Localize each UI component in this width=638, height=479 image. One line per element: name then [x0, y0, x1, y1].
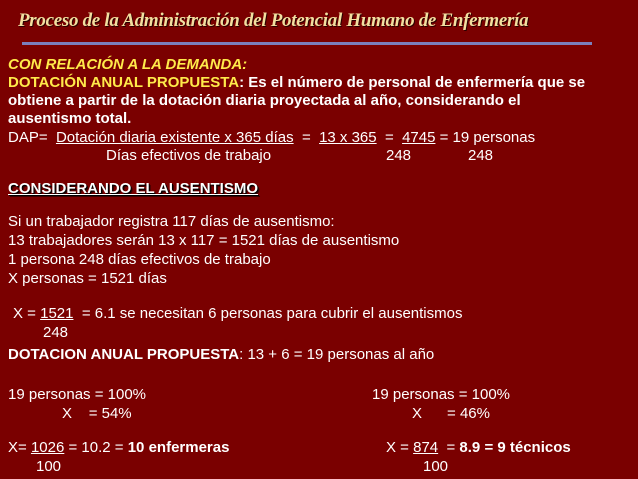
left-result-prefix: X= — [8, 439, 27, 456]
ausentismo-line-2: 13 trabajadores serán 13 x 117 = 1521 días de ausentismo — [8, 232, 400, 249]
right-calc-percent: = 46% — [447, 405, 490, 422]
dap-prefix: DAP= — [8, 129, 48, 146]
dap-numerator: Dotación diaria existente x 365 días — [55, 129, 294, 146]
dap-numerator-2: 13 x 365 — [319, 129, 377, 146]
ausentismo-calc-row — [13, 305, 462, 323]
right-calc-x: X — [412, 405, 423, 422]
ausentismo-heading: CONSIDERANDO EL AUSENTISMO — [8, 180, 259, 197]
left-result-bold: 10 enfermeras — [127, 439, 230, 456]
ausentismo-calc-denominator: 248 — [43, 324, 69, 341]
ausentismo-line-3: 1 persona 248 días efectivos de trabajo — [8, 251, 271, 268]
ausentismo-calc-rest: = 6.1 se necesitan 6 personas para cubrir el ausentismos — [81, 305, 463, 322]
definition-line-3: ausentismo total. — [8, 110, 132, 127]
left-result-numerator: 1026 — [30, 439, 65, 456]
title-underline-rule — [22, 42, 592, 45]
demanda-heading: CON RELACIÓN A LA DEMANDA: — [8, 56, 248, 73]
right-calc-line-2 — [412, 405, 490, 423]
left-calc-result — [8, 439, 229, 457]
left-calc-percent: = 54% — [88, 405, 132, 422]
ausentismo-line-4: X personas = 1521 días — [8, 270, 167, 287]
right-result-bold: 8.9 = 9 técnicos — [459, 439, 571, 456]
right-result-denominator: 100 — [423, 458, 449, 475]
dotacion-label: DOTACIÓN ANUAL PROPUESTA — [8, 74, 240, 91]
dap-formula-numerator-row — [8, 129, 535, 147]
right-calc-result — [386, 439, 571, 457]
left-result-mid: = 10.2 = — [68, 439, 124, 456]
slide-title: Proceso de la Administración del Potencial Humano de Enfermería — [18, 10, 529, 31]
right-result-numerator: 874 — [413, 439, 439, 456]
left-calc-line-1: 19 personas = 100% — [8, 386, 147, 403]
left-calc-x: X — [62, 405, 73, 422]
dap-equals-1: = — [301, 129, 311, 146]
ausentismo-line-1: Si un trabajador registra 117 días de ausentismo: — [8, 213, 335, 230]
definition-line-2: obtiene a partir de la dotación diaria proyectada al año, considerando el — [8, 92, 521, 109]
dap-denominator-3: 248 — [468, 147, 494, 164]
dotacion-summary — [8, 346, 434, 364]
left-result-denominator: 100 — [36, 458, 62, 475]
dap-numerator-3: 4745 — [402, 129, 436, 146]
dap-denominator-2: 248 — [386, 147, 412, 164]
right-calc-line-1: 19 personas = 100% — [372, 386, 511, 403]
ausentismo-calc-numerator: 1521 — [40, 305, 74, 322]
right-result-mid: = — [446, 439, 456, 456]
right-result-prefix: X = — [386, 439, 409, 456]
dotacion-summary-rest: : 13 + 6 = 19 personas al año — [239, 346, 435, 363]
dap-equals-2: = — [384, 129, 394, 146]
definition-line-1 — [8, 74, 585, 92]
dap-denominator: Días efectivos de trabajo — [106, 147, 272, 164]
dap-result: = 19 personas — [439, 129, 536, 146]
ausentismo-calc-prefix: X = — [13, 305, 41, 322]
left-calc-line-2 — [62, 405, 132, 423]
definition-text-1: : Es el número de personal de enfermería que se — [239, 74, 586, 91]
dotacion-summary-label: DOTACION ANUAL PROPUESTA — [8, 346, 240, 363]
